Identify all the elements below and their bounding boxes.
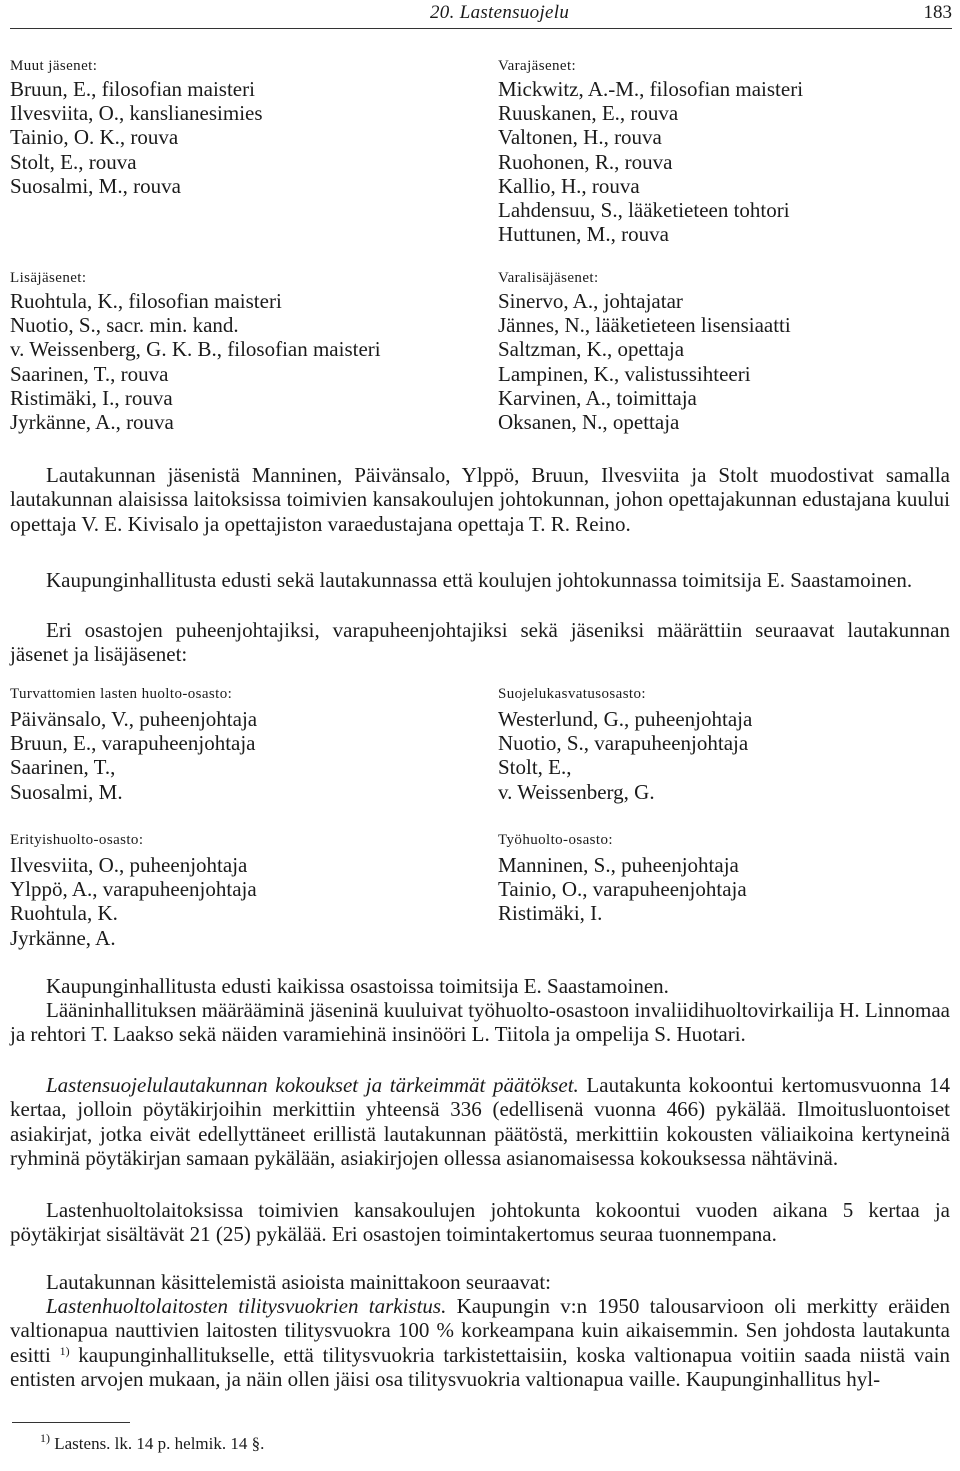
list-item: Mickwitz, A.-M., filosofian maisteri	[498, 77, 804, 101]
paragraph-text: Lautakunnan jäsenistä Manninen, Päivänsalo, Ylppö, Bruun, Ilvesviita ja Stolt muodostivat samalla lautakunnan alaisissa laitoksissa toimivien kansakoulujen johtokunnan, johon opettajakunnan edustajana kuului opettaja V. E. Kivisalo ja opettajiston varaedustajana opettaja T. R. Reino.	[10, 463, 950, 536]
paragraph-text: Eri osastojen puheenjohtajiksi, varapuheenjohtajiksi sekä jäseniksi määrättiin seuraavat lautakunnan jäsenet ja lisäjäsenet:	[10, 618, 950, 667]
list-label: Suojelukasvatusosasto:	[498, 686, 646, 702]
list-item: Oksanen, N., opettaja	[498, 410, 680, 435]
list-item: Huttunen, M., rouva	[498, 222, 669, 247]
paragraph-text: Kaupunginhallitusta edusti sekä lautakunnassa että koulujen johtokunnassa toimitsija E. Saastamoinen.	[46, 568, 913, 592]
list-item: Tainio, O., varapuheenjohtaja	[498, 877, 747, 902]
list-item: Ilvesviita, O., kanslianesimies	[10, 101, 263, 126]
paragraph	[10, 1294, 950, 1392]
list-item: Ristimäki, I., rouva	[10, 385, 173, 410]
list-item: Ruohtula, K.	[10, 901, 118, 926]
list-item: Lahdensuu, S., lääketieteen tohtori	[498, 198, 790, 223]
list-item: Bruun, E., filosofian maisteri	[10, 77, 255, 101]
list-item: Saarinen, T.,	[10, 755, 116, 780]
list-label: Muut jäsenet:	[10, 58, 98, 74]
list-varalisajasenet	[498, 267, 791, 434]
list-item: Suosalmi, M.	[10, 779, 123, 804]
list-turvattomien-lasten-huolto-osasto	[10, 683, 257, 804]
list-item: Suosalmi, M., rouva	[10, 173, 181, 198]
list-item: Stolt, E., rouva	[10, 149, 137, 174]
list-tyohuolto-osasto	[498, 829, 747, 926]
footnote-rule	[12, 1422, 130, 1423]
list-item: v. Weissenberg, G.	[498, 779, 655, 804]
footnote-marker: 1)	[40, 1431, 50, 1445]
list-item: Ristimäki, I.	[498, 901, 603, 926]
list-item: Stolt, E.,	[498, 755, 572, 780]
list-item: Jyrkänne, A.	[10, 925, 116, 950]
paragraph-text: Lastenhuoltolaitoksissa toimivien kansakoulujen johtokunta kokoontui vuoden aikana 5 kertaa ja pöytäkirjat sisältävät 21 (25) pykälää. Eri osastojen toimintakertomus seuraa tuonnempana.	[10, 1198, 950, 1247]
paragraph	[10, 1270, 950, 1294]
list-item: Jännes, N., lääketieteen lisensiaatti	[498, 313, 791, 338]
list-item: Jyrkänne, A., rouva	[10, 410, 174, 435]
paragraph-text: Lautakunta kokoontui kertomusvuonna 14 kertaa, jolloin pöytäkirjoihin merkittiin yhteensä 336 (edellisenä vuonna 466) pykälää. Ilmoitusluontoiset asiakirjat, jotka eivät edellyttäneet erillistä lautakunnan päätöstä, merkittiin kokousten väliaikoina kertyneinä ryhminä pöytäkirjan samaan pykälään, asiakirjojen ollessa asianomaisessa kokouksessa nähtävinä.	[10, 1073, 950, 1171]
list-varajasenet	[498, 55, 803, 246]
list-label: Lisäjäsenet:	[10, 270, 87, 286]
list-muut-jasenet	[10, 55, 263, 198]
footnote-reference: 1)	[59, 1343, 70, 1358]
list-item: Ilvesviita, O., puheenjohtaja	[10, 853, 248, 877]
footnote	[40, 1433, 264, 1455]
list-item: Kallio, H., rouva	[498, 173, 640, 198]
paragraph-text: Kaupungin v:n 1950 talousarvioon oli merkitty eräiden valtionapua nauttivien laitosten tilitysvuokra 100 % korkeampana kuin aikaisemmin. Sen johdosta lautakunta esitti	[10, 1294, 951, 1367]
list-erityishuolto-osasto	[10, 829, 257, 950]
list-item: Saltzman, K., opettaja	[498, 337, 685, 362]
list-item: Ruuskanen, E., rouva	[498, 101, 679, 126]
paragraph	[10, 1198, 950, 1247]
list-item: Lampinen, K., valistussihteeri	[498, 361, 751, 386]
paragraph	[10, 1073, 950, 1171]
paragraph-text: Lääninhallituksen määrääminä jäseninä kuuluivat työhuolto-osastoon invaliidihuoltovirkailija H. Linnomaa ja rehtori T. Laakso sekä näiden varamiehinä insinööri L. Tiitola ja ompelija S. Huotari.	[10, 998, 950, 1047]
list-item: Päivänsalo, V., puheenjohtaja	[10, 707, 258, 731]
list-label: Varalisäjäsenet:	[498, 270, 599, 286]
list-item: v. Weissenberg, G. K. B., filosofian maisteri	[10, 337, 381, 362]
list-item: Ruohonen, R., rouva	[498, 149, 673, 174]
running-title: 20. Lastensuojelu	[430, 2, 570, 23]
paragraph	[10, 974, 950, 998]
list-item: Karvinen, A., toimittaja	[498, 385, 697, 410]
list-item: Sinervo, A., johtajatar	[498, 289, 683, 313]
list-label: Turvattomien lasten huolto-osasto:	[10, 686, 233, 702]
list-item: Nuotio, S., sacr. min. kand.	[10, 313, 239, 338]
list-item: Ylppö, A., varapuheenjohtaja	[10, 877, 257, 902]
list-item: Ruohtula, K., filosofian maisteri	[10, 289, 282, 313]
paragraph	[10, 463, 950, 536]
list-item: Saarinen, T., rouva	[10, 361, 169, 386]
list-label: Varajäsenet:	[498, 58, 577, 74]
paragraph	[10, 998, 950, 1047]
list-item: Bruun, E., varapuheenjohtaja	[10, 731, 256, 756]
list-item: Tainio, O. K., rouva	[10, 125, 179, 150]
paragraph-text: Kaupunginhallitusta edusti kaikissa osastoissa toimitsija E. Saastamoinen.	[46, 974, 669, 998]
page-number: 183	[923, 2, 952, 23]
running-header	[10, 0, 952, 28]
paragraph-text: Lautakunnan käsittelemistä asioista mainittakoon seuraavat:	[46, 1270, 552, 1294]
footnote-text: Lastens. lk. 14 p. helmik. 14 §.	[50, 1434, 265, 1453]
list-lisajasenet	[10, 267, 381, 434]
list-item: Westerlund, G., puheenjohtaja	[498, 707, 753, 731]
list-item: Nuotio, S., varapuheenjohtaja	[498, 731, 749, 756]
header-rule	[10, 28, 952, 29]
paragraph	[10, 618, 950, 667]
list-label: Erityishuolto-osasto:	[10, 832, 144, 848]
list-suojelukasvatusosasto	[498, 683, 752, 804]
list-item: Manninen, S., puheenjohtaja	[498, 853, 739, 877]
list-label: Työhuolto-osasto:	[498, 832, 613, 848]
paragraph-text: kaupunginhallitukselle, että tilitysvuokria tarkistettaisiin, koska valtionapua voitiin saada niistä vain entisten arvojen mukaan, ja näin ollen jäisi osa tilitysvuokria valtionapua vaille. Kaupunginhallitus hyl-	[10, 1342, 950, 1392]
paragraph	[10, 568, 950, 592]
section-heading: Lastensuojelulautakunnan kokoukset ja tärkeimmät päätökset.	[46, 1073, 579, 1097]
section-heading: Lastenhuoltolaitosten tilitysvuokrien tarkistus.	[46, 1294, 447, 1318]
list-item: Valtonen, H., rouva	[498, 125, 662, 150]
